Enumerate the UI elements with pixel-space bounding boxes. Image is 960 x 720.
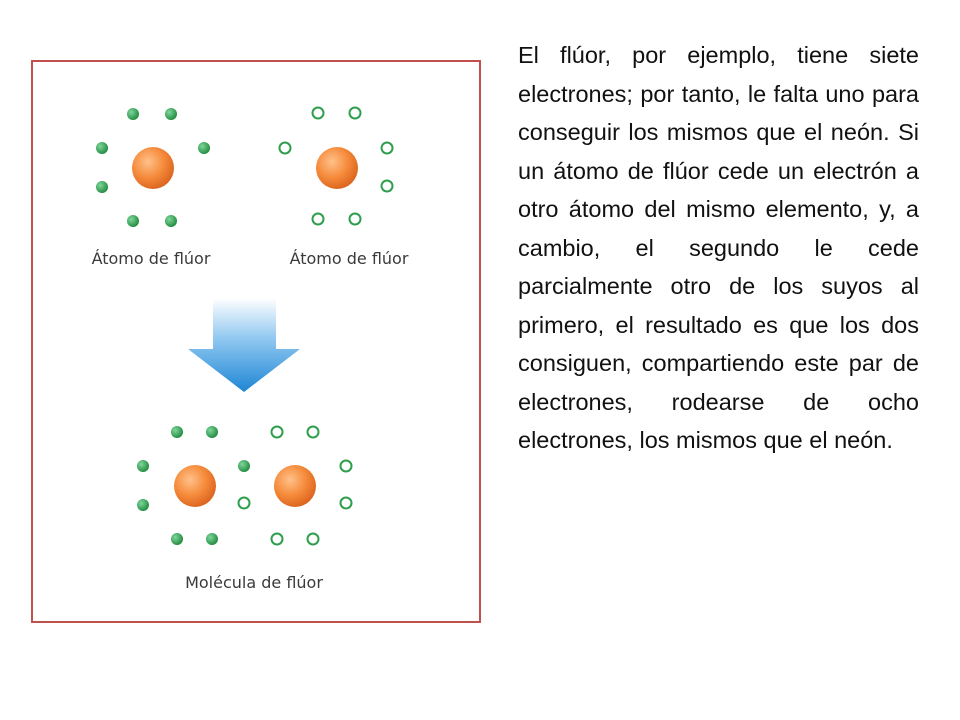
electron-filled	[137, 499, 149, 511]
electron-ring	[272, 427, 283, 438]
electron-filled	[165, 108, 177, 120]
electron-filled	[171, 533, 183, 545]
electron-ring	[308, 427, 319, 438]
fluorine-molecule	[137, 426, 352, 545]
down-arrow-icon	[188, 298, 300, 392]
nucleus	[132, 147, 174, 189]
electron-filled	[171, 426, 183, 438]
fluorine-atom-left	[96, 108, 210, 227]
figure-frame	[31, 60, 481, 623]
electron-filled	[206, 533, 218, 545]
electron-ring	[313, 214, 324, 225]
electron-filled	[137, 460, 149, 472]
electron-filled	[96, 142, 108, 154]
electron-filled	[238, 460, 250, 472]
explanation-paragraph: El flúor, por ejemplo, tiene siete electrones; por tanto, le falta uno para conseguir los mismos que el neón. Si un átomo de flúor cede un electrón a otro átomo del mismo elemento, y, a cambio, el segundo le cede parcialmente otro de los suyos al primero, el resultado es que los dos consiguen, compartiendo este par de electrones, rodearse de ocho electrones, los mismos que el neón.	[518, 42, 919, 453]
nucleus	[274, 465, 316, 507]
electron-ring	[382, 181, 393, 192]
electron-filled	[127, 215, 139, 227]
electron-ring	[382, 143, 393, 154]
electron-ring	[239, 498, 250, 509]
fluorine-bonding-diagram	[33, 62, 483, 625]
electron-ring	[341, 461, 352, 472]
caption-atom-right: Átomo de flúor	[289, 249, 409, 268]
caption-molecule: Molécula de flúor	[185, 573, 323, 592]
electron-ring	[280, 143, 291, 154]
electron-ring	[272, 534, 283, 545]
electron-filled	[96, 181, 108, 193]
electron-filled	[165, 215, 177, 227]
electron-ring	[341, 498, 352, 509]
electron-ring	[350, 108, 361, 119]
fluorine-atom-right	[280, 108, 393, 225]
caption-atom-left: Átomo de flúor	[91, 249, 211, 268]
nucleus	[174, 465, 216, 507]
electron-filled	[127, 108, 139, 120]
electron-ring	[350, 214, 361, 225]
electron-ring	[308, 534, 319, 545]
electron-filled	[206, 426, 218, 438]
nucleus	[316, 147, 358, 189]
electron-filled	[198, 142, 210, 154]
electron-ring	[313, 108, 324, 119]
